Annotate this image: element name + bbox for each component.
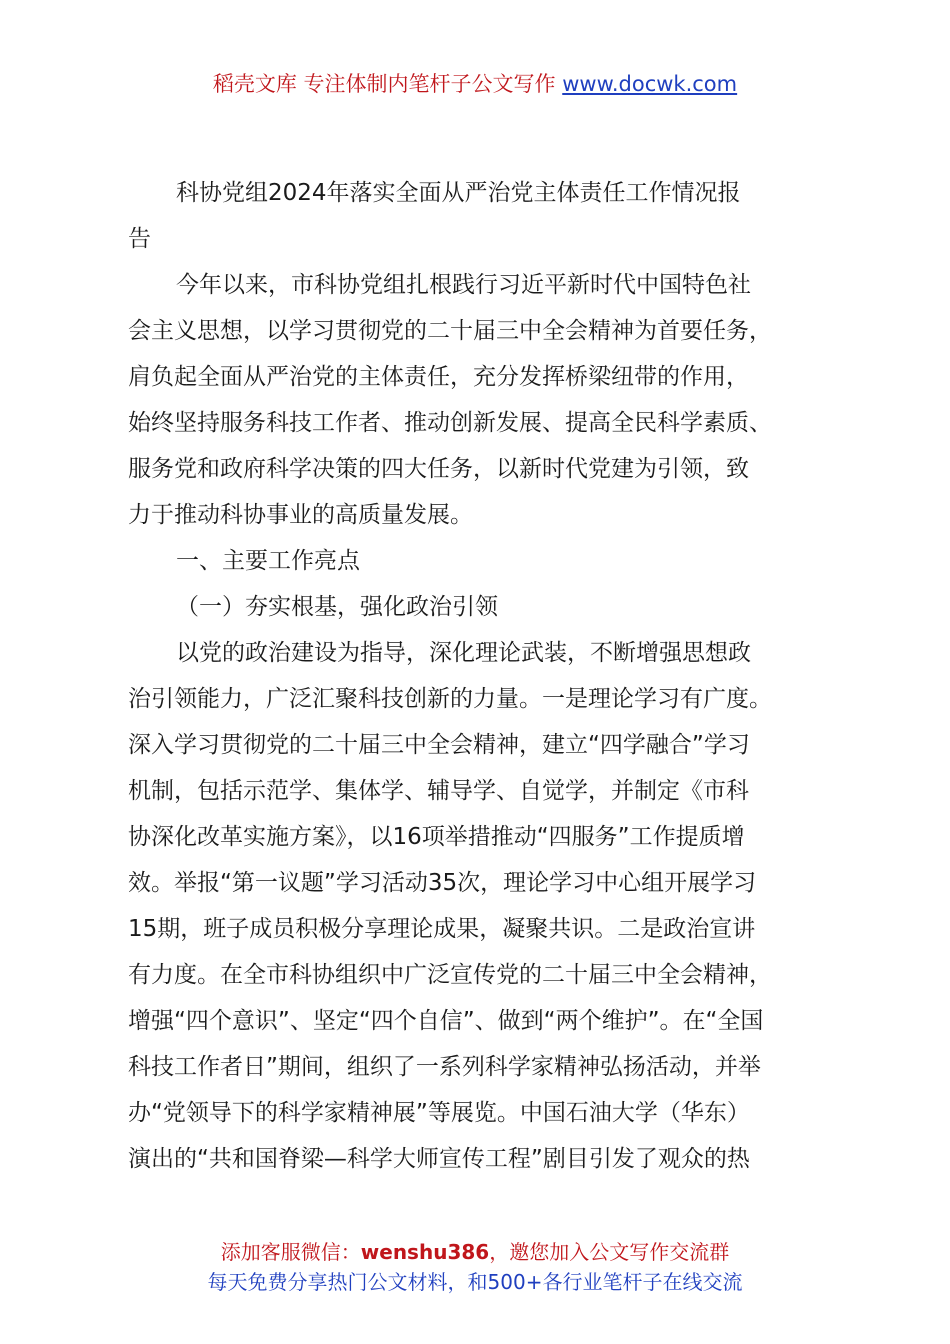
text-line: 协深化改革实施方案》，以16项举措推动“四服务”工作提质增: [128, 824, 745, 850]
text-line: 力于推动科协事业的高质量发展。: [128, 502, 473, 528]
text-line: 会主义思想，以学习贯彻党的二十届三中全会精神为首要任务，: [128, 318, 772, 344]
footer-wechat-suffix: ，邀您加入公文写作交流群: [489, 1240, 730, 1264]
text-line: 始终坚持服务科技工作者、推动创新发展、提高全民科学素质、: [128, 410, 772, 436]
text-line: 科技工作者日”期间，组织了一系列科学家精神弘扬活动，并举: [128, 1054, 761, 1080]
text-line: 服务党和政府科学决策的四大任务，以新时代党建为引领，致: [128, 456, 749, 482]
text-line: 告: [128, 226, 151, 252]
footer-wechat-prefix: 添加客服微信：: [220, 1240, 361, 1264]
text-line: 15期，班子成员积极分享理论成果，凝聚共识。二是政治宣讲: [128, 916, 756, 942]
text-line: 效。举报“第一议题”学习活动35次，理论学习中心组开展学习: [128, 870, 757, 896]
footer-line-wechat: [0, 1237, 950, 1267]
brand-text: 稻壳文库 专注体制内笔杆子公文写作: [212, 72, 556, 96]
text-line: 今年以来，市科协党组扎根践行习近平新时代中国特色社: [176, 272, 751, 298]
text-line: 演出的“共和国脊梁—科学大师宣传工程”剧目引发了观众的热: [128, 1146, 750, 1172]
header-banner: [0, 68, 950, 100]
text-line: 办“党领导下的科学家精神展”等展览。中国石油大学（华东）: [128, 1100, 750, 1126]
document-body: [128, 170, 828, 1182]
website-link[interactable]: www.docwk.com: [562, 72, 738, 96]
text-line: （一）夯实根基，强化政治引领: [176, 594, 498, 620]
wechat-id: wenshu386: [360, 1240, 490, 1264]
text-line: 一、主要工作亮点: [176, 548, 360, 574]
footer-promo: [0, 1237, 950, 1297]
text-line: 科协党组2024年落实全面从严治党主体责任工作情况报: [176, 180, 741, 206]
text-line: 增强“四个意识”、坚定“四个自信”、做到“两个维护”。在“全国: [128, 1008, 764, 1034]
text-line: 深入学习贯彻党的二十届三中全会精神，建立“四学融合”学习: [128, 732, 750, 758]
text-line: 机制，包括示范学、集体学、辅导学、自觉学，并制定《市科: [128, 778, 749, 804]
footer-line-share: 每天免费分享热门公文材料，和500+各行业笔杆子在线交流: [207, 1270, 743, 1294]
text-line: 治引领能力，广泛汇聚科技创新的力量。一是理论学习有广度。: [128, 686, 772, 712]
text-line: 肩负起全面从严治党的主体责任，充分发挥桥梁纽带的作用，: [128, 364, 749, 390]
text-line: 以党的政治建设为指导，深化理论武装，不断增强思想政: [176, 640, 751, 666]
text-line: 有力度。在全市科协组织中广泛宣传党的二十届三中全会精神，: [128, 962, 772, 988]
